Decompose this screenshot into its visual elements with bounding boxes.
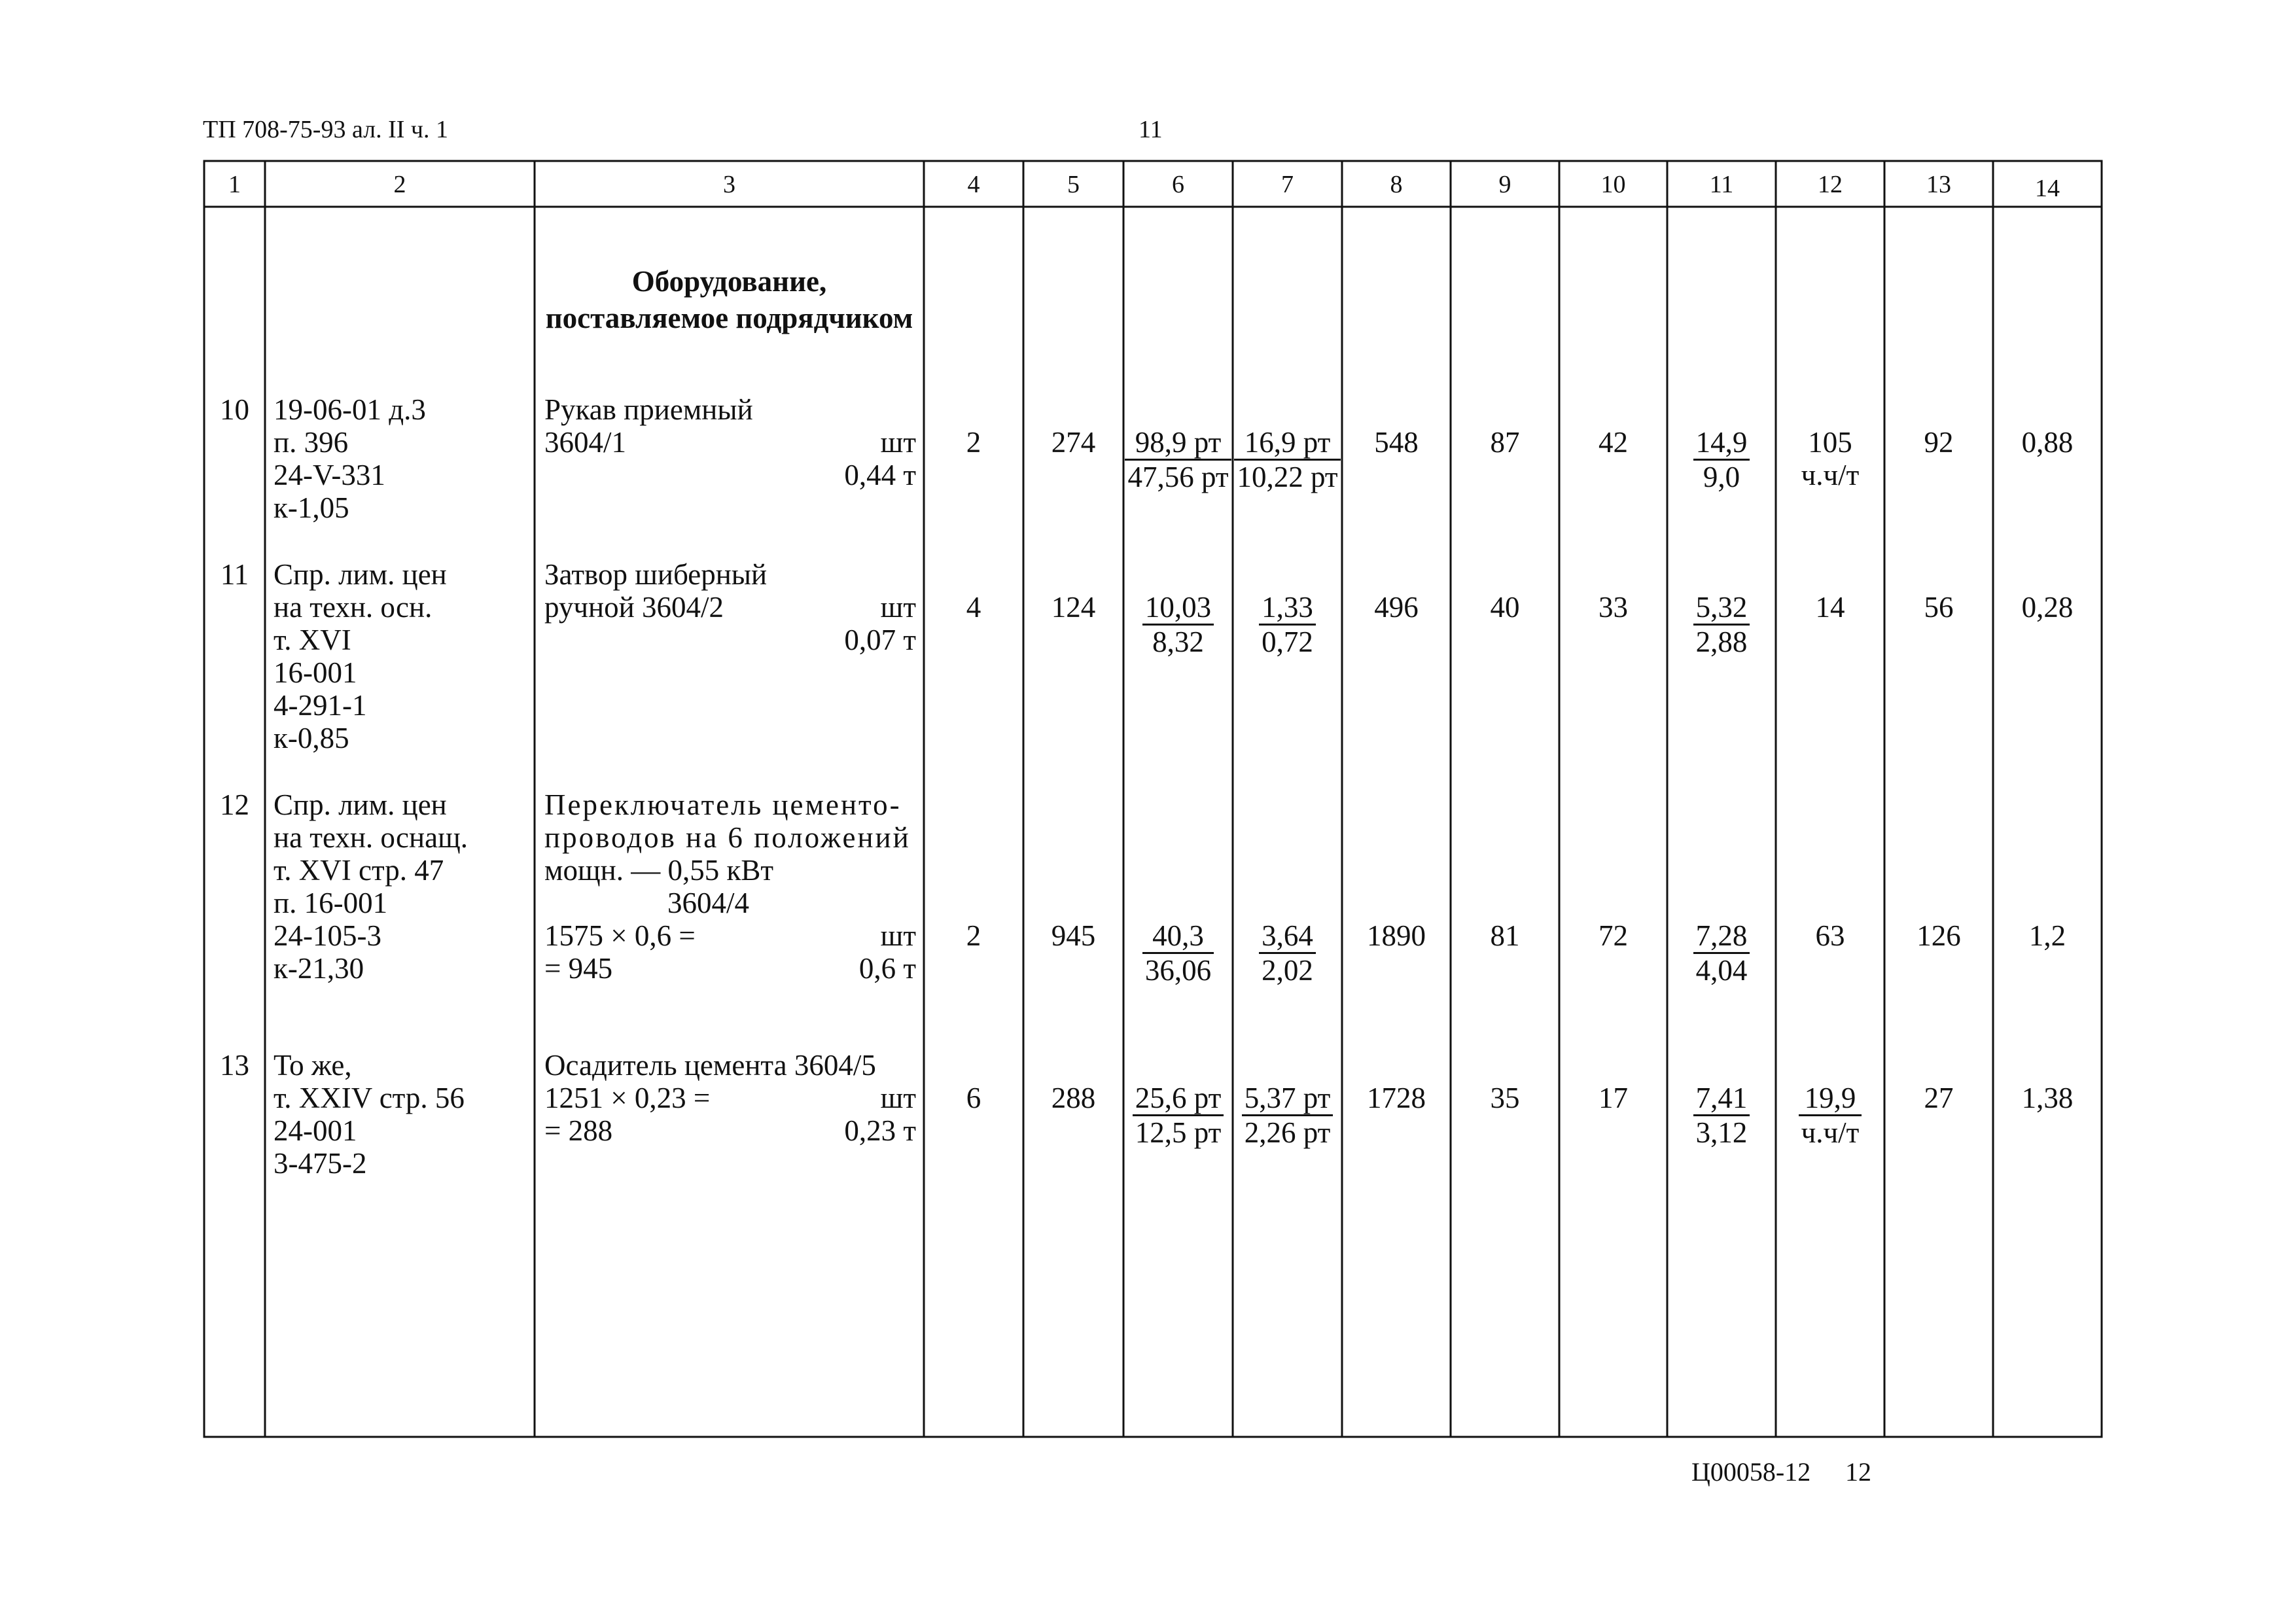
unit: шт <box>880 1082 916 1114</box>
fraction-numerator: 5,32 <box>1693 591 1750 626</box>
fraction-numerator: 40,3 <box>1142 919 1214 954</box>
fraction-col7 <box>1233 591 1342 658</box>
name-line: ручной 3604/2 <box>544 591 724 624</box>
unit-mass: 0,23 т <box>844 1114 916 1147</box>
fraction-col7 <box>1233 919 1342 987</box>
value-col8: 1890 <box>1367 919 1426 952</box>
column-number: 6 <box>1172 171 1184 198</box>
reference-line: 19-06-01 д.3 <box>274 393 426 426</box>
fraction-col11 <box>1667 426 1776 493</box>
name-line: 1251 × 0,23 = <box>544 1082 711 1114</box>
fraction-col6 <box>1123 919 1233 987</box>
value-col14: 1,38 <box>2021 1082 2074 1114</box>
quantity: 2 <box>966 919 981 952</box>
reference-line: п. 16-001 <box>274 887 388 919</box>
reference-line: т. XVI <box>274 624 351 656</box>
unit: шт <box>880 919 916 952</box>
reference-line: т. XXIV стр. 56 <box>274 1082 465 1114</box>
row-number: 11 <box>220 558 249 591</box>
price-reference <box>274 393 426 524</box>
equipment-name <box>544 558 767 624</box>
value-col13: 27 <box>1924 1082 1954 1114</box>
price-reference <box>274 788 468 985</box>
reference-line: Спр. лим. цен <box>274 558 447 591</box>
document-reference: ТП 708-75-93 ал. II ч. 1 <box>203 116 449 143</box>
value-col10: 33 <box>1598 591 1628 624</box>
fraction-numerator: 16,9 рт <box>1234 426 1340 461</box>
value-col14: 0,28 <box>2021 591 2074 624</box>
unit-price: 124 <box>1051 591 1096 624</box>
equipment-code: 3604/4 <box>667 887 750 919</box>
reference-line: на техн. осн. <box>274 591 433 624</box>
reference-line: 24-001 <box>274 1114 357 1147</box>
fraction-denominator: 2,02 <box>1262 954 1313 987</box>
value-col8: 496 <box>1374 591 1419 624</box>
reference-line: п. 396 <box>274 426 349 459</box>
price-reference <box>274 558 447 754</box>
fraction-numerator: 14,9 <box>1693 426 1750 461</box>
value-col9: 87 <box>1490 426 1520 459</box>
price-calculation <box>544 919 696 985</box>
column-number: 1 <box>228 171 241 198</box>
equipment-name <box>544 788 911 854</box>
fraction-numerator: 1,33 <box>1259 591 1316 626</box>
name-line: = 945 <box>544 952 613 985</box>
reference-line: к-1,05 <box>274 491 349 524</box>
unit-price: 945 <box>1051 919 1096 952</box>
fraction-numerator: 10,03 <box>1142 591 1214 626</box>
quantity: 6 <box>966 1082 981 1114</box>
sheet-number: 12 <box>1845 1457 1871 1487</box>
column-number: 3 <box>723 171 735 198</box>
value-col12: 63 <box>1815 919 1845 952</box>
column-number: 10 <box>1600 171 1626 198</box>
value-col14: 0,88 <box>2021 426 2074 459</box>
name-line: Рукав приемный <box>544 393 753 426</box>
equipment-name <box>544 393 753 459</box>
reference-line: 3-475-2 <box>274 1147 367 1180</box>
value-col10: 17 <box>1598 1082 1628 1114</box>
section-title-line: поставляемое подрядчиком <box>545 302 913 334</box>
value-col9: 81 <box>1490 919 1520 952</box>
value-col9: 35 <box>1490 1082 1520 1114</box>
section-title <box>535 263 924 336</box>
fraction-numerator: 5,37 рт <box>1242 1082 1333 1116</box>
name-line: Осадитель цемента 3604/5 <box>544 1049 876 1082</box>
value-col8: 548 <box>1374 426 1419 459</box>
quantity: 4 <box>966 591 981 624</box>
reference-line: 16-001 <box>274 656 357 689</box>
value-col12-main: 105 <box>1808 426 1852 459</box>
column-number: 2 <box>393 171 406 198</box>
unit: шт <box>880 426 916 459</box>
value-col10: 42 <box>1598 426 1628 459</box>
fraction-col7 <box>1233 1082 1342 1149</box>
document-code: Ц00058-12 <box>1691 1457 1811 1487</box>
section-title-line: Оборудование, <box>631 265 827 298</box>
column-number: 8 <box>1390 171 1403 198</box>
fraction-denominator: 3,12 <box>1695 1116 1748 1149</box>
value-col13: 126 <box>1916 919 1961 952</box>
value-col12: 14 <box>1815 591 1845 624</box>
reference-line: к-21,30 <box>274 952 364 985</box>
name-line: мощн. — 0,55 кВт <box>544 854 774 887</box>
name-line: Переключатель цементо- <box>544 788 902 821</box>
fraction-denominator: 0,72 <box>1262 626 1313 658</box>
name-line: 1575 × 0,6 = <box>544 919 696 952</box>
fraction-col11 <box>1667 919 1776 987</box>
value-col12-unit: ч.ч/т <box>1801 459 1860 491</box>
fraction-numerator: 25,6 рт <box>1133 1082 1224 1116</box>
unit-price: 274 <box>1051 426 1096 459</box>
name-line: проводов на 6 положений <box>544 821 911 854</box>
value-col13: 56 <box>1924 591 1954 624</box>
column-number: 5 <box>1067 171 1080 198</box>
fraction-numerator: 3,64 <box>1259 919 1316 954</box>
reference-line: 4-291-1 <box>274 689 367 722</box>
fraction-denominator: 2,88 <box>1695 626 1748 658</box>
quantity: 2 <box>966 426 981 459</box>
fraction-denominator: 4,04 <box>1695 954 1748 987</box>
value-col12 <box>1776 426 1884 491</box>
fraction-denominator: ч.ч/т <box>1801 1116 1860 1149</box>
name-line: 3604/1 <box>544 426 627 459</box>
fraction-col6 <box>1123 426 1233 493</box>
row-number: 13 <box>220 1049 249 1082</box>
reference-line: 24-105-3 <box>274 919 381 952</box>
fraction-denominator: 12,5 рт <box>1135 1116 1222 1149</box>
unit: шт <box>880 591 916 624</box>
page-number: 11 <box>1139 116 1163 143</box>
name-line: = 288 <box>544 1114 613 1147</box>
column-number: 14 <box>2035 175 2060 202</box>
reference-line: т. XVI стр. 47 <box>274 854 444 887</box>
fraction-denominator: 36,06 <box>1144 954 1212 987</box>
fraction-col11 <box>1667 1082 1776 1149</box>
column-number: 12 <box>1818 171 1843 198</box>
reference-line: То же, <box>274 1049 352 1082</box>
fraction-col7 <box>1233 426 1342 493</box>
fraction-col6 <box>1123 591 1233 658</box>
value-col10: 72 <box>1598 919 1628 952</box>
equipment-spec <box>544 854 773 887</box>
unit-mass: 0,07 т <box>844 624 916 656</box>
name-line: Затвор шиберный <box>544 558 768 591</box>
price-reference <box>274 1049 465 1180</box>
fraction-numerator: 19,9 <box>1799 1082 1862 1116</box>
reference-line: Спр. лим. цен <box>274 788 447 821</box>
value-col8: 1728 <box>1367 1082 1426 1114</box>
value-col13: 92 <box>1924 426 1954 459</box>
reference-line: на техн. оснащ. <box>274 821 468 854</box>
row-number: 10 <box>220 393 249 426</box>
column-number: 9 <box>1498 171 1511 198</box>
unit-price: 288 <box>1051 1082 1096 1114</box>
fraction-col12 <box>1776 1082 1884 1149</box>
fraction-denominator: 2,26 рт <box>1244 1116 1331 1149</box>
fraction-numerator: 7,28 <box>1693 919 1750 954</box>
reference-line: к-0,85 <box>274 722 349 754</box>
row-number: 12 <box>220 788 249 821</box>
fraction-denominator: 9,0 <box>1703 461 1740 493</box>
column-number: 4 <box>967 171 980 198</box>
fraction-denominator: 8,32 <box>1152 626 1204 658</box>
unit-mass: 0,6 т <box>858 952 916 985</box>
reference-line: 24-V-331 <box>274 459 385 491</box>
column-number: 7 <box>1281 171 1294 198</box>
fraction-denominator: 47,56 рт <box>1127 461 1229 493</box>
value-col14: 1,2 <box>2028 919 2066 952</box>
column-number: 13 <box>1926 171 1951 198</box>
value-col9: 40 <box>1490 591 1520 624</box>
fraction-numerator: 98,9 рт <box>1125 426 1231 461</box>
fraction-col6 <box>1123 1082 1233 1149</box>
fraction-col11 <box>1667 591 1776 658</box>
fraction-numerator: 7,41 <box>1693 1082 1750 1116</box>
unit-mass: 0,44 т <box>844 459 916 491</box>
column-number: 11 <box>1709 171 1734 198</box>
fraction-denominator: 10,22 рт <box>1237 461 1338 493</box>
